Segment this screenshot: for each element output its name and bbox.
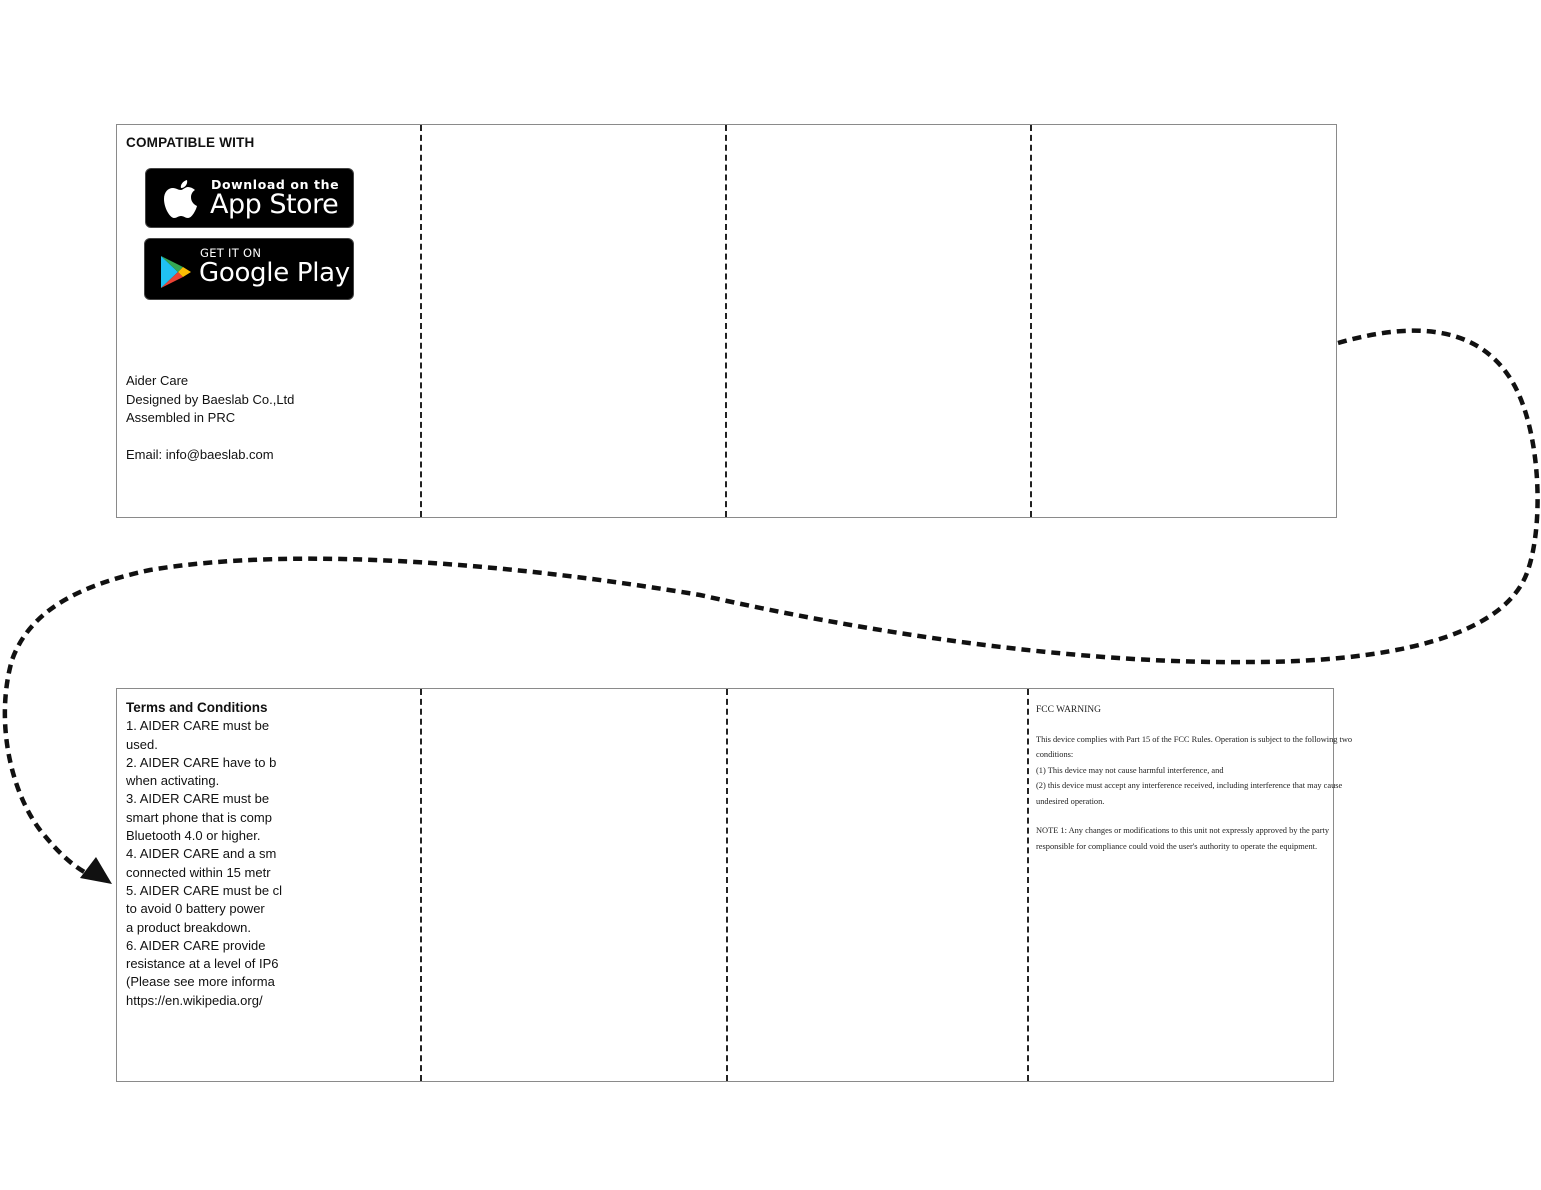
fcc-line: (1) This device may not cause harmful interference, and <box>1036 765 1224 775</box>
terms-line: 5. AIDER CARE must be cl <box>126 882 283 898</box>
terms-line: a product breakdown. <box>126 919 252 935</box>
terms-line: resistance at a level of IP6 <box>126 956 279 972</box>
compatible-heading: COMPATIBLE WITH <box>126 135 255 150</box>
terms-line: 3. AIDER CARE must be <box>126 791 270 807</box>
fcc-title: FCC WARNING <box>1036 705 1102 715</box>
google-play-big-text: Google Play <box>199 258 350 288</box>
app-store-small-text: Download on the <box>211 177 340 192</box>
app-store-big-text: App Store <box>210 189 339 220</box>
terms-line: when activating. <box>126 773 220 789</box>
terms-line: used. <box>126 736 158 752</box>
info-line: Aider Care <box>126 373 189 388</box>
terms-line: https://en.wikipedia.org/ <box>126 992 263 1008</box>
terms-line: smart phone that is comp <box>126 809 272 825</box>
terms-line: 2. AIDER CARE have to b <box>126 754 277 770</box>
fcc-line: conditions: <box>1036 750 1074 759</box>
terms-line: 4. AIDER CARE and a sm <box>126 846 277 862</box>
fcc-line: responsible for compliance could void the user's authority to operate the equipment. <box>1036 841 1318 851</box>
terms-line: 1. AIDER CARE must be <box>126 718 270 734</box>
terms-line: 6. AIDER CARE provide <box>126 937 266 953</box>
terms-line: connected within 15 metr <box>126 864 271 880</box>
fcc-line: This device complies with Part 15 of the FCC Rules. Operation is subject to the following two <box>1036 734 1353 744</box>
fcc-line: NOTE 1: Any changes or modifications to this unit not expressly approved by the party <box>1036 826 1330 835</box>
info-line: Email: info@baeslab.com <box>126 447 274 462</box>
fcc-line: undesired operation. <box>1036 796 1105 806</box>
terms-line: to avoid 0 battery power <box>126 901 265 917</box>
terms-line: Bluetooth 4.0 or higher. <box>126 828 261 844</box>
fcc-line: (2) this device must accept any interference received, including interference that may cause <box>1036 781 1343 790</box>
google-play-small-text: GET IT ON <box>200 246 262 260</box>
info-line: Assembled in PRC <box>126 410 236 425</box>
terms-line: (Please see more informa <box>126 974 275 990</box>
info-line: Designed by Baeslab Co.,Ltd <box>126 391 295 407</box>
dashed-path <box>5 331 1538 876</box>
terms-title: Terms and Conditions <box>126 700 268 715</box>
